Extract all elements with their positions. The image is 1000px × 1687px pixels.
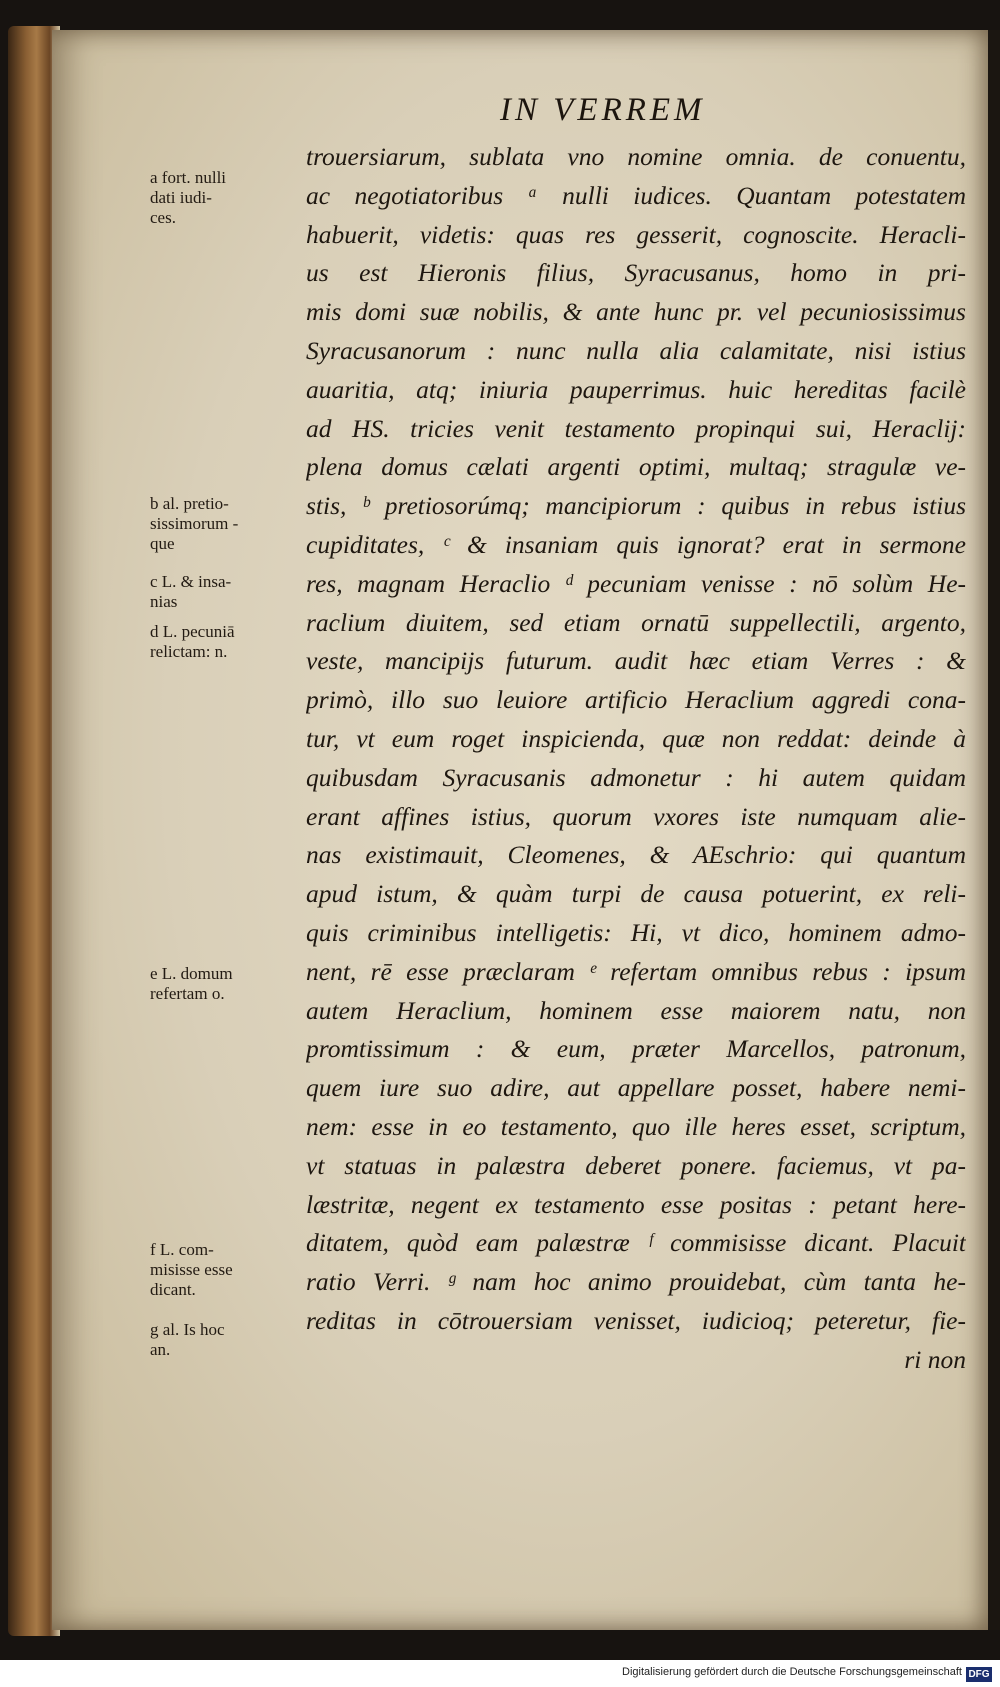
margin-note-b <box>150 494 300 554</box>
margin-note-e <box>150 964 300 1004</box>
text-line: promtissimum : & eum, præter Marcellos, patronum, <box>306 1034 966 1064</box>
text-line: nem: esse in eo testamento, quo ille heres esset, scriptum, <box>306 1111 966 1141</box>
text-line: quibusdam Syracusanis admonetur : hi autem quidam <box>306 762 966 792</box>
note-line: ces. <box>150 208 176 227</box>
text-line: plena domus cælati argenti optimi, multaq; stragulæ ve- <box>306 452 966 482</box>
note-line: a fort. nulli <box>150 168 227 187</box>
text-line: tur, vt eum roget inspicienda, quæ non reddat: deinde à <box>306 723 966 753</box>
margin-note-f <box>150 1240 300 1300</box>
note-line: g al. Is hoc <box>150 1320 225 1339</box>
note-line: c L. & insa- <box>150 572 232 591</box>
note-line: f L. com- <box>150 1240 214 1259</box>
text-line: nent, rē esse præclaram ᵉ refertam omnibus rebus : ipsum <box>306 956 966 986</box>
text-line: cupiditates, ᶜ & insaniam quis ignorat? erat in sermone <box>306 529 966 559</box>
text-line: raclium diuitem, sed etiam ornatū suppellectili, argento, <box>306 607 966 637</box>
note-line: relictam: n. <box>150 642 228 661</box>
note-line: sissimorum - <box>150 514 239 533</box>
note-line: que <box>150 534 175 553</box>
text-line: trouersiarum, sublata vno nomine omnia. de conuentu, <box>306 142 966 171</box>
note-line: nias <box>150 592 178 611</box>
note-line: e L. domum <box>150 964 233 983</box>
text-line: Syracusanorum : nunc nulla alia calamitate, nisi istius <box>306 335 966 365</box>
running-head: IN VERREM <box>500 92 706 128</box>
text-line: us est Hieronis filius, Syracusanus, homo in pri- <box>306 258 966 288</box>
text-line: ri non <box>904 1344 966 1374</box>
funding-credit: Digitalisierung gefördert durch die Deutsche Forschungsgemeinschaft <box>622 1666 962 1678</box>
text-line: ad HS. tricies venit testamento propinqui sui, Heraclij: <box>306 413 966 443</box>
note-line: d L. pecuniā <box>150 622 235 641</box>
margin-note-a <box>150 168 300 228</box>
text-line: primò, illo suo leuiore artificio Heraclium aggredi cona- <box>306 685 966 715</box>
text-line: nas existimauit, Cleomenes, & AEschrio: qui quantum <box>306 840 966 870</box>
text-line: autem Heraclium, hominem esse maiorem natu, non <box>306 995 966 1025</box>
text-line: quis criminibus intelligetis: Hi, vt dico, hominem admo- <box>306 917 966 947</box>
text-line: apud istum, & quàm turpi de causa potuerint, ex reli- <box>306 879 966 909</box>
note-line: dicant. <box>150 1280 196 1299</box>
text-line: ditatem, quòd eam palæstræ ᶠ commisisse dicant. Placuit <box>306 1228 966 1258</box>
text-line: quem iure suo adire, aut appellare posset, habere nemi- <box>306 1073 966 1103</box>
dfg-logo-icon: DFG <box>966 1667 992 1682</box>
text-line: veste, mancipijs futurum. audit hæc etiam Verres : & <box>306 646 966 676</box>
margin-note-c <box>150 572 300 612</box>
margin-note-d <box>150 622 300 662</box>
text-line: mis domi suæ nobilis, & ante hunc pr. vel pecuniosissimus <box>306 297 966 327</box>
note-line: an. <box>150 1340 171 1359</box>
note-line: refertam o. <box>150 984 225 1003</box>
gutter-shadow <box>988 30 1000 1630</box>
text-line: habuerit, videtis: quas res gesserit, cognoscite. Heracli- <box>306 219 966 249</box>
text-line: stis, ᵇ pretiosorúmq; mancipiorum : quibus in rebus istius <box>306 491 966 521</box>
main-text-block <box>306 138 966 1380</box>
text-line: erant affines istius, quorum vxores iste numquam alie- <box>306 801 966 831</box>
text-line: ratio Verri. ᵍ nam hoc animo prouidebat, cùm tanta he- <box>306 1267 966 1297</box>
note-line: dati iudi- <box>150 188 212 207</box>
text-line: ac negotiatoribus ᵃ nulli iudices. Quantam potestatem <box>306 180 966 210</box>
note-line: misisse esse <box>150 1260 233 1279</box>
margin-note-g <box>150 1320 300 1360</box>
text-line: res, magnam Heraclio ᵈ pecuniam venisse : nō solùm He- <box>306 568 966 598</box>
digitization-footer <box>0 1664 1000 1687</box>
note-line: b al. pretio- <box>150 494 229 513</box>
text-line: reditas in cōtrouersiam venisset, iudicioq; peteretur, fie- <box>306 1305 966 1335</box>
text-line: læstritæ, negent ex testamento esse positas : petant here- <box>306 1189 966 1219</box>
text-line: auaritia, atq; iniuria pauperrimus. huic hereditas facilè <box>306 374 966 404</box>
text-line: vt statuas in palæstra deberet ponere. faciemus, vt pa- <box>306 1150 966 1180</box>
